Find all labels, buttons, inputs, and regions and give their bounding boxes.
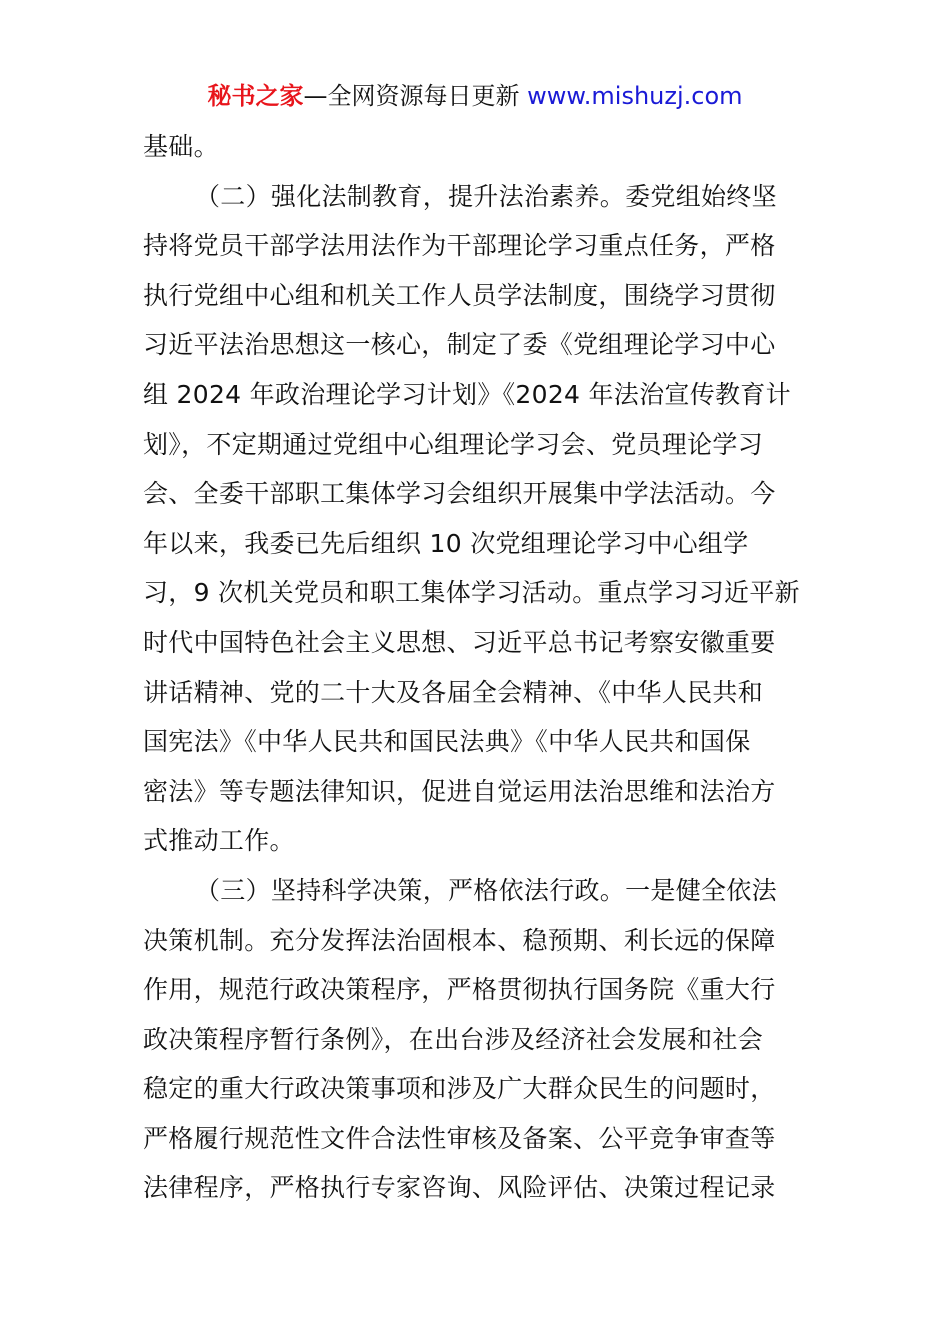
text-line: 年以来，我委已先后组织 10 次党组理论学习中心组学 — [143, 528, 749, 558]
section-three-heading-line: （三）坚持科学决策，严格依法行政。一是健全依法 — [195, 875, 777, 905]
document-body — [143, 122, 813, 1213]
site-header — [0, 80, 950, 112]
text-line: 会、全委干部职工集体学习会组织开展集中学法活动。今 — [143, 479, 776, 509]
text-line: 执行党组中心组和机关工作人员学法制度，围绕学习贯彻 — [143, 280, 776, 310]
text-line: 稳定的重大行政决策事项和涉及广大群众民生的问题时， — [143, 1074, 776, 1104]
site-url-link[interactable]: www.mishuzj.com — [527, 82, 743, 110]
text-line: 时代中国特色社会主义思想、习近平总书记考察安徽重要 — [143, 627, 776, 657]
text-line: 习，9 次机关党员和职工集体学习活动。重点学习习近平新 — [143, 578, 800, 608]
text-line: 讲话精神、党的二十大及各届全会精神、《中华人民共和 — [143, 677, 764, 707]
section-two-heading-line: （二）强化法制教育，提升法治素养。委党组始终坚 — [195, 181, 777, 211]
text-line: 持将党员干部学法用法作为干部理论学习重点任务，严格 — [143, 231, 776, 261]
text-line: 严格履行规范性文件合法性审核及备案、公平竞争审查等 — [143, 1123, 776, 1153]
text-line: 政决策程序暂行条例》，在出台涉及经济社会发展和社会 — [143, 1024, 764, 1054]
text-line: 基础。 — [143, 132, 219, 161]
text-line: 国宪法》《中华人民共和国民法典》《中华人民共和国保 — [143, 727, 751, 757]
site-tagline: —全网资源每日更新 — [303, 82, 520, 110]
text-line: 法律程序，严格执行专家咨询、风险评估、决策过程记录 — [143, 1173, 776, 1203]
text-line: 组 2024 年政治理论学习计划》《2024 年法治宣传教育计 — [143, 379, 791, 409]
text-line: 作用，规范行政决策程序，严格贯彻执行国务院《重大行 — [143, 975, 776, 1005]
text-line: 密法》等专题法律知识，促进自觉运用法治思维和法治方 — [143, 776, 776, 806]
text-line: 习近平法治思想这一核心，制定了委《党组理论学习中心 — [143, 330, 776, 360]
text-line: 划》，不定期通过党组中心组理论学习会、党员理论学习 — [143, 429, 764, 459]
text-line: 决策机制。充分发挥法治固根本、稳预期、利长远的保障 — [143, 925, 776, 955]
text-line: 式推动工作。 — [143, 826, 295, 856]
site-brand: 秘书之家 — [207, 82, 304, 110]
